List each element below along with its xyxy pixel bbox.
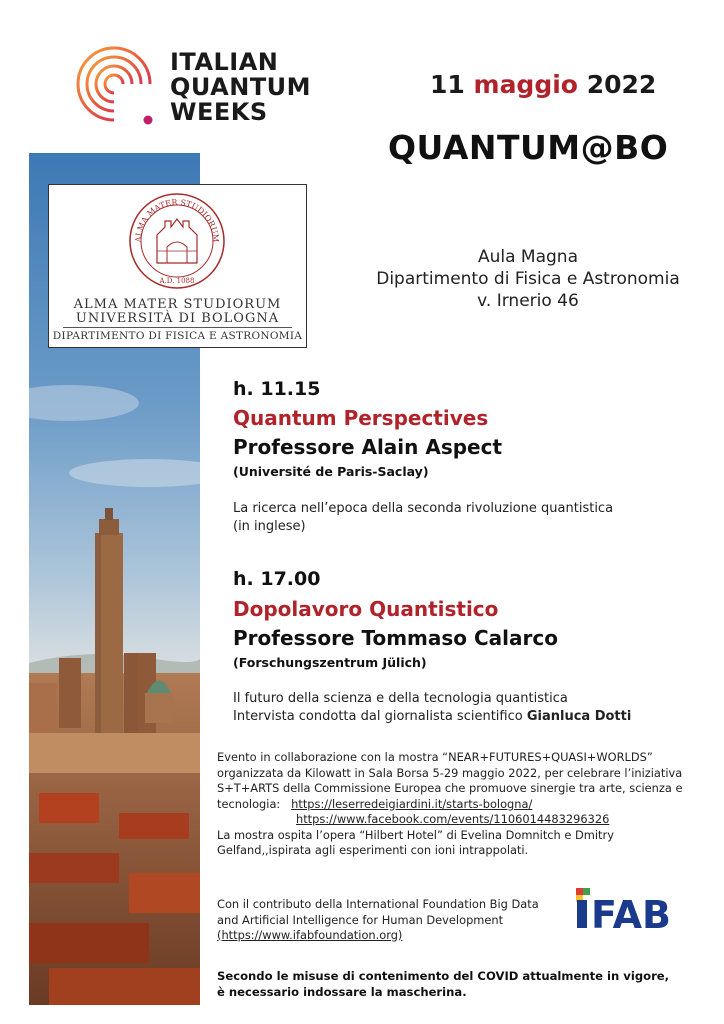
unibo-line-2: UNIVERSITÀ DI BOLOGNA <box>75 311 280 326</box>
talk-1-affiliation: (Université de Paris-Saclay) <box>233 464 429 479</box>
talk-1-desc-line-2: (in inglese) <box>233 519 306 534</box>
talk-1-speaker: Professore Alain Aspect <box>233 435 503 459</box>
talk-2-desc-prefix: Intervista condotta dal giornalista scientifico <box>233 709 527 724</box>
talk-2-desc-line-2 <box>233 708 631 726</box>
svg-text:A.D. 1088: A.D. 1088 <box>159 277 195 285</box>
contrib-line-1: Con il contributo della International Foundation Big Data <box>217 897 539 911</box>
date-day: 11 <box>430 70 465 99</box>
venue-room: Aula Magna <box>477 247 579 267</box>
talk-2-time: h. 17.00 <box>233 568 321 590</box>
talk-2-speaker: Professore Tommaso Calarco <box>233 626 558 650</box>
logo-line-2: QUANTUM <box>170 73 312 101</box>
talk-1-desc-line-1: La ricerca nell’epoca della seconda rivoluzione quantistica <box>233 501 614 516</box>
unibo-line-1: ALMA MATER STUDIORUM <box>73 297 282 312</box>
date-month: maggio <box>473 70 578 99</box>
covid-notice <box>217 968 669 1000</box>
logo-line-3: WEEKS <box>170 98 268 126</box>
ifab-logo <box>574 884 694 932</box>
venue-block <box>352 246 704 312</box>
event-title: QUANTUM@BO <box>388 128 669 167</box>
journalist-name: Gianluca Dotti <box>526 709 632 724</box>
collab-line-3: S+T+ARTS della Commissione Europea che promuove sinergie tra arte, scienza e <box>217 781 683 795</box>
collaboration-note <box>217 750 682 859</box>
contrib-line-2: and Artificial Intelligence for Human Development <box>217 912 504 927</box>
unibo-logo-box <box>48 184 307 348</box>
unibo-seal-icon <box>127 191 227 291</box>
svg-text:ALMA MATER STUDIORUM: ALMA MATER STUDIORUM <box>133 197 221 243</box>
collab-line-7: Gelfand,,ispirata agli esperimenti con ioni intrappolati. <box>217 843 529 857</box>
venue-address: v. Irnerio 46 <box>477 291 579 311</box>
facebook-event-link[interactable]: https://www.facebook.com/events/1106014483296326 <box>296 812 610 826</box>
ifab-link[interactable]: (https://www.ifabfoundation.org) <box>217 928 403 942</box>
collab-line-1: Evento in collaborazione con la mostra “NEAR+FUTURES+QUASI+WORLDS” <box>217 750 653 764</box>
logo-line-1: ITALIAN <box>170 48 279 76</box>
starts-bologna-link[interactable]: https://leserredeigiardini.it/starts-bologna/ <box>291 796 533 811</box>
talk-2-description <box>233 690 631 726</box>
collab-line-6: La mostra ospita l’opera “Hilbert Hotel” di Evelina Domnitch e Dmitry <box>217 827 614 842</box>
covid-line-1: Secondo le misuse di contenimento del COVID attualmente in vigore, <box>217 969 670 983</box>
unibo-divider <box>63 327 292 328</box>
logo-wordmark <box>170 50 311 125</box>
contribution-note <box>217 897 539 944</box>
talk-2-affiliation: (Forschungszentrum Jülich) <box>233 655 427 670</box>
talk-2-title: Dopolavoro Quantistico <box>233 597 499 621</box>
collab-line-2: organizzata da Kilowatt in Sala Borsa 5-29 maggio 2022, per celebrare l’iniziativa <box>217 765 683 780</box>
collab-line-5 <box>217 812 682 828</box>
talk-1-description <box>233 500 613 536</box>
venue-department: Dipartimento di Fisica e Astronomia <box>376 269 680 289</box>
talk-1-title: Quantum Perspectives <box>233 406 489 430</box>
svg-text:FAB: FAB <box>591 893 671 932</box>
italian-quantum-weeks-logo <box>74 44 164 134</box>
talk-2-desc-line-1: Il futuro della scienza e della tecnologia quantistica <box>233 691 568 706</box>
collab-line-4-prefix: tecnologia: <box>217 796 281 811</box>
collab-line-4 <box>217 797 682 813</box>
event-date <box>430 70 656 99</box>
date-year: 2022 <box>586 70 657 99</box>
covid-line-2: è necessario indossare la mascherina. <box>217 985 467 999</box>
talk-1-time: h. 11.15 <box>233 378 321 400</box>
unibo-line-3: DIPARTIMENTO DI FISICA E ASTRONOMIA <box>52 330 303 342</box>
